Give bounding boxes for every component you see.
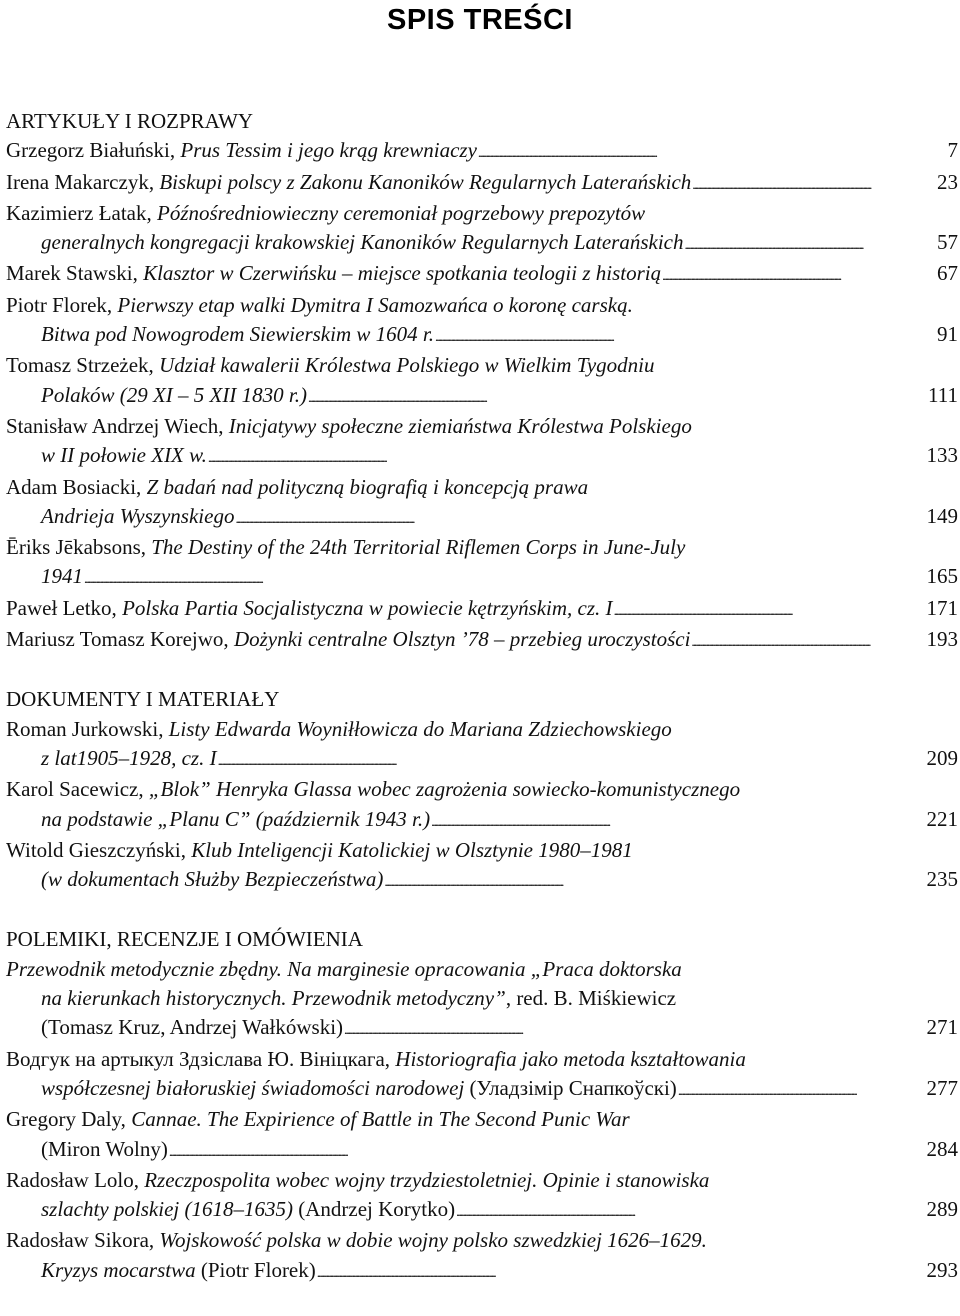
leader-dots [235, 502, 918, 533]
entry-title: w II połowie XIX w. [41, 443, 207, 468]
entry-last-line [6, 228, 958, 259]
entry-title: (w dokumentach Służby Bezpieczeństwa) [41, 867, 384, 892]
toc-entry[interactable] [6, 533, 958, 594]
leader-dots [208, 441, 918, 472]
toc-entry[interactable] [6, 775, 958, 836]
entry-author: Stanisław Andrzej Wiech, [6, 413, 229, 438]
entry-author: Водгук на артыкул Здзіслава Ю. Вiнiцкага, [6, 1046, 396, 1071]
entry-page-number: 91 [937, 322, 958, 347]
toc-entry[interactable] [6, 1226, 958, 1287]
toc-entry[interactable] [6, 715, 958, 776]
entry-last-line [6, 805, 958, 836]
entry-line [6, 715, 958, 744]
leader-dots [169, 1135, 918, 1166]
entry-page-number: 111 [928, 382, 958, 407]
leader-dots [456, 1195, 918, 1226]
leader-dots [317, 1256, 918, 1287]
entry-page-number: 149 [926, 503, 958, 528]
entry-text [6, 136, 477, 165]
entry-text [6, 259, 661, 288]
leader-dots [308, 381, 918, 412]
entry-text [6, 594, 613, 623]
entry-title: Pierwszy etap walki Dymitra I Samozwańca o koronę carską. [117, 292, 633, 317]
entry-line [6, 1045, 958, 1074]
entry-text [41, 320, 434, 349]
entry-title: Dożynki centralne Olsztyn ’78 – przebieg uroczystości [233, 627, 691, 652]
entry-reviewer: , red. B. Miśkiewicz [505, 986, 677, 1011]
entry-text [41, 562, 83, 591]
entry-title: 1941 [41, 564, 83, 589]
entry-title: Bitwa pod Nowogrodem Siewierskim w 1604 r. [41, 322, 434, 347]
entry-title: na podstawie „Planu C” (październik 1943 r.) [41, 806, 431, 831]
entry-last-line [6, 744, 958, 775]
leader-dots [678, 1074, 918, 1105]
leader-dots [692, 168, 918, 199]
toc-entry[interactable] [6, 625, 958, 656]
entry-line [6, 1226, 958, 1255]
entry-page-number: 271 [926, 1015, 958, 1040]
entry-author: Marek Stawski, [6, 261, 144, 286]
entry-last-line [6, 502, 958, 533]
entry-page-number: 193 [926, 627, 958, 652]
entry-line [6, 955, 958, 984]
entry-author: Paweł Letko, [6, 595, 123, 620]
entry-line [6, 291, 958, 320]
entry-page-number: 133 [926, 443, 958, 468]
entry-last-line [6, 865, 958, 896]
entry-text [41, 1256, 316, 1285]
entry-page-number: 221 [926, 806, 958, 831]
entry-text [41, 1195, 455, 1224]
entry-author: Piotr Florek, [6, 292, 118, 317]
entry-title: Historiografia jako metoda kształtowania [395, 1046, 746, 1071]
entry-title: Polska Partia Socjalistyczna w powiecie kętrzyńskim, cz. I [122, 595, 613, 620]
entry-page-number: 284 [926, 1136, 958, 1161]
entry-title: szlachty polskiej (1618–1635) [41, 1197, 293, 1222]
entry-title: Rzeczpospolita wobec wojny trzydziestoletniej. Opinie i stanowiska [144, 1167, 710, 1192]
entry-title: z lat1905–1928, cz. I [41, 745, 217, 770]
leader-dots [662, 259, 918, 290]
entry-title: Polaków (29 XI – 5 XII 1830 r.) [41, 382, 307, 407]
leader-dots [431, 805, 918, 836]
toc-entry[interactable] [6, 351, 958, 412]
entry-page-number: 7 [947, 138, 958, 163]
entry-title: na kierunkach historycznych. Przewodnik metodyczny” [41, 986, 506, 1011]
entry-author: Roman Jurkowski, [6, 716, 169, 741]
entry-reviewer: (Andrzej Korytko) [292, 1197, 456, 1222]
entry-author: Mariusz Tomasz Korejwo, [6, 627, 234, 652]
leader-dots [84, 562, 918, 593]
toc-entry[interactable] [6, 412, 958, 473]
entry-last-line [6, 625, 958, 656]
entry-line [6, 1105, 958, 1134]
entry-line [6, 473, 958, 502]
toc-entry[interactable] [6, 199, 958, 260]
entry-author: Ēriks Jēkabsons, [6, 535, 152, 560]
entry-page-number: 57 [937, 230, 958, 255]
entry-page-number: 293 [926, 1257, 958, 1282]
entry-last-line [6, 1256, 958, 1287]
entry-page-number: 67 [937, 261, 958, 286]
entry-title: Klub Inteligencji Katolickiej w Olsztynie 1980–1981 [191, 837, 633, 862]
entry-text [41, 1074, 677, 1103]
entry-last-line [6, 1013, 958, 1044]
toc-entry[interactable] [6, 168, 958, 199]
leader-dots [478, 136, 918, 167]
toc-entry[interactable] [6, 836, 958, 897]
leader-dots [384, 865, 918, 896]
entry-title: „Blok” Henryka Glassa wobec zagrożenia sowiecko-komunistycznego [148, 777, 741, 802]
entry-last-line [6, 381, 958, 412]
toc-entry[interactable] [6, 136, 958, 167]
entry-text [6, 168, 691, 197]
entry-page-number: 23 [937, 169, 958, 194]
toc-section [6, 107, 958, 656]
entry-title: Listy Edwarda Woyniłłowicza do Mariana Zdziechowskiego [168, 716, 672, 741]
toc-entry[interactable] [6, 473, 958, 534]
entry-reviewer: (Miron Wolny) [41, 1136, 168, 1161]
entry-title: Przewodnik metodycznie zbędny. Na marginesie opracowania „Praca doktorska [6, 956, 682, 981]
entry-title: Wojskowość polska w dobie wojny polsko szwedzkiej 1626–1629. [159, 1228, 707, 1253]
entry-last-line [6, 1135, 958, 1166]
entry-title: Późnośredniowieczny ceremoniał pogrzebowy prepozytów [157, 200, 646, 225]
entry-last-line [6, 320, 958, 351]
leader-dots [344, 1013, 918, 1044]
entry-author: Irena Makarczyk, [6, 169, 160, 194]
entry-author: Adam Bosiacki, [6, 474, 147, 499]
toc-entry[interactable] [6, 594, 958, 625]
entry-line [6, 412, 958, 441]
entry-text [41, 865, 383, 894]
entry-line [6, 836, 958, 865]
leader-dots [691, 625, 918, 656]
entry-author: Witold Gieszczyński, [6, 837, 192, 862]
entry-last-line [6, 136, 958, 167]
toc-entry[interactable] [6, 1166, 958, 1227]
entry-title: Cannae. The Expirience of Battle in The Second Punic War [131, 1107, 630, 1132]
toc-section [6, 925, 958, 1287]
entry-text [41, 1013, 343, 1042]
entry-last-line [6, 1195, 958, 1226]
entry-text [41, 744, 217, 773]
entry-text [41, 502, 234, 531]
entry-page-number: 289 [926, 1197, 958, 1222]
entry-title: Klasztor w Czerwińsku – miejsce spotkania teologii z historią [143, 261, 662, 286]
entry-text [41, 228, 684, 257]
entry-page-number: 235 [926, 867, 958, 892]
toc-entry[interactable] [6, 1105, 958, 1166]
entry-last-line [6, 594, 958, 625]
entry-last-line [6, 259, 958, 290]
entry-text [41, 1135, 168, 1164]
entry-author: Kazimierz Łatak, [6, 200, 157, 225]
entry-text [6, 625, 690, 654]
entry-author: Grzegorz Białuński, [6, 138, 181, 163]
toc-section [6, 685, 958, 896]
entry-title: generalnych kongregacji krakowskiej Kanoników Regularnych Laterańskich [41, 230, 684, 255]
entry-title: Prus Tessim i jego krąg krewniaczy [180, 138, 477, 163]
entry-page-number: 171 [926, 595, 958, 620]
entry-title: Andrieja Wyszynskiego [41, 503, 235, 528]
entry-line [6, 1166, 958, 1195]
entry-reviewer: (Уладзімір Снапкоўскі) [464, 1075, 677, 1100]
entry-line [6, 199, 958, 228]
toc-entry[interactable] [6, 955, 958, 1045]
entry-reviewer: (Piotr Florek) [195, 1257, 316, 1282]
entry-last-line [6, 441, 958, 472]
entry-author: Radosław Sikora, [6, 1228, 160, 1253]
entry-line [6, 984, 958, 1013]
table-of-contents [6, 107, 958, 1316]
entry-author: Karol Sacewicz, [6, 777, 149, 802]
entry-reviewer: (Tomasz Kruz, Andrzej Wałkówski) [41, 1015, 344, 1040]
section-heading: DOKUMENTY I MATERIAŁY [6, 687, 280, 712]
entry-title: współczesnej białoruskiej świadomości narodowej [41, 1075, 465, 1100]
leader-dots [685, 228, 919, 259]
leader-dots [614, 594, 918, 625]
entry-title: Udział kawalerii Królestwa Polskiego w Wielkim Tygodniu [159, 353, 655, 378]
entry-title: The Destiny of the 24th Territorial Riflemen Corps in June-July [151, 535, 686, 560]
entry-last-line [6, 1074, 958, 1105]
entry-title: Biskupi polscy z Zakonu Kanoników Regularnych Laterańskich [159, 169, 692, 194]
entry-title: Inicjatywy społeczne ziemiaństwa Królestwa Polskiego [228, 413, 692, 438]
entry-page-number: 165 [926, 564, 958, 589]
section-heading: POLEMIKI, RECENZJE I OMÓWIENIA [6, 927, 363, 952]
entry-line [6, 775, 958, 804]
section-heading: ARTYKUŁY I ROZPRAWY [6, 109, 254, 133]
toc-entry[interactable] [6, 291, 958, 352]
entry-line [6, 351, 958, 380]
entry-title: Kryzys mocarstwa [41, 1257, 196, 1282]
entry-page-number: 209 [926, 745, 958, 770]
entry-text [41, 805, 430, 834]
entry-last-line [6, 562, 958, 593]
entry-author: Radosław Lolo, [6, 1167, 145, 1192]
page-title: SPIS TREŚCI [387, 4, 573, 36]
entry-line [6, 533, 958, 562]
entry-title: Z badań nad polityczną biografią i koncepcją prawa [146, 474, 589, 499]
entry-text [41, 441, 207, 470]
entry-last-line [6, 168, 958, 199]
leader-dots [218, 744, 918, 775]
entry-author: Gregory Daly, [6, 1107, 132, 1132]
toc-entry[interactable] [6, 1045, 958, 1106]
leader-dots [435, 320, 918, 351]
toc-entry[interactable] [6, 259, 958, 290]
entry-page-number: 277 [926, 1075, 958, 1100]
entry-author: Tomasz Strzeżek, [6, 353, 160, 378]
entry-text [41, 381, 307, 410]
